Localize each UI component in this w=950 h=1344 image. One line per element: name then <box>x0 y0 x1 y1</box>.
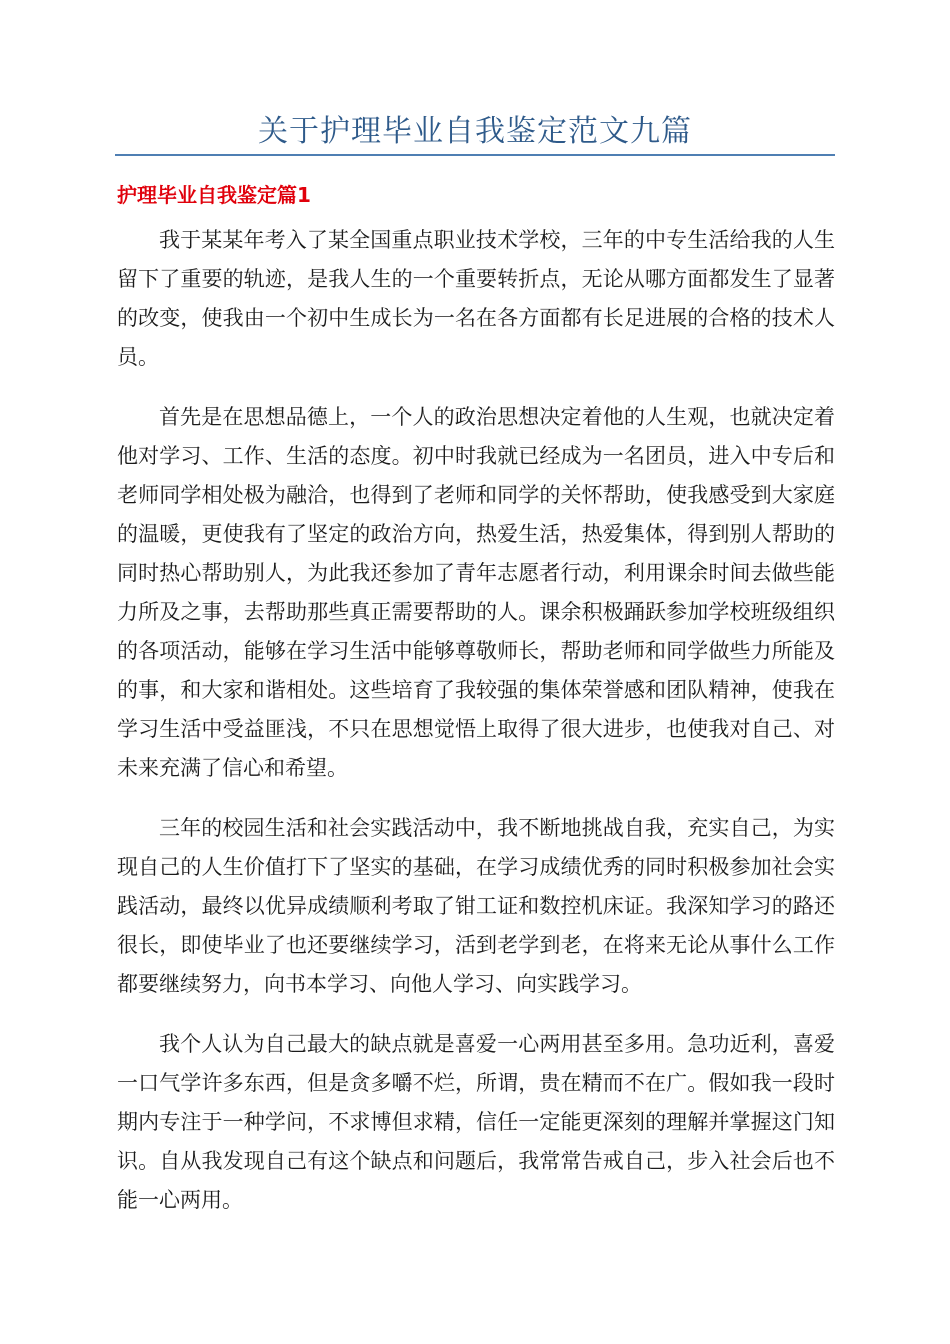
paragraph-3: 三年的校园生活和社会实践活动中，我不断地挑战自我，充实自己，为实现自己的人生价值打下了坚实的基础，在学习成绩优秀的同时积极参加社会实践活动，最终以优异成绩顺利考取了钳工证和数控机床证。我深知学习的路还很长，即使毕业了也还要继续学习，活到老学到老，在将来无论从事什么工作都要继续努力，向书本学习、向他人学习、向实践学习。 <box>117 816 835 996</box>
document-title: 关于护理毕业自我鉴定范文九篇 <box>258 114 692 149</box>
section-heading: 护理毕业自我鉴定篇1 <box>117 183 311 207</box>
title-underline <box>115 154 835 156</box>
paragraph-1: 我于某某年考入了某全国重点职业技术学校，三年的中专生活给我的人生留下了重要的轨迹，是我人生的一个重要转折点，无论从哪方面都发生了显著的改变，使我由一个初中生成长为一名在各方面都有长足进展的合格的技术人员。 <box>117 228 835 369</box>
paragraph-2: 首先是在思想品德上，一个人的政治思想决定着他的人生观，也就决定着他对学习、工作、生活的态度。初中时我就已经成为一名团员，进入中专后和老师同学相处极为融洽，也得到了老师和同学的关怀帮助，使我感受到大家庭的温暖，更使我有了坚定的政治方向，热爱生活，热爱集体，得到别人帮助的同时热心帮助别人，为此我还参加了青年志愿者行动，利用课余时间去做些能力所及之事，去帮助那些真正需要帮助的人。课余积极踊跃参加学校班级组织的各项活动，能够在学习生活中能够尊敬师长，帮助老师和同学做些力所能及的事，和大家和谐相处。这些培育了我较强的集体荣誉感和团队精神，使我在学习生活中受益匪浅，不只在思想觉悟上取得了很大进步，也使我对自己、对未来充满了信心和希望。 <box>117 405 835 780</box>
paragraph-4: 我个人认为自己最大的缺点就是喜爱一心两用甚至多用。急功近利，喜爱一口气学许多东西，但是贪多嚼不烂，所谓，贵在精而不在广。假如我一段时期内专注于一种学问，不求博但求精，信任一定能更深刻的理解并掌握这门知识。自从我发现自己有这个缺点和问题后，我常常告戒自己，步入社会后也不能一心两用。 <box>117 1032 835 1212</box>
document-body <box>117 221 835 1241</box>
